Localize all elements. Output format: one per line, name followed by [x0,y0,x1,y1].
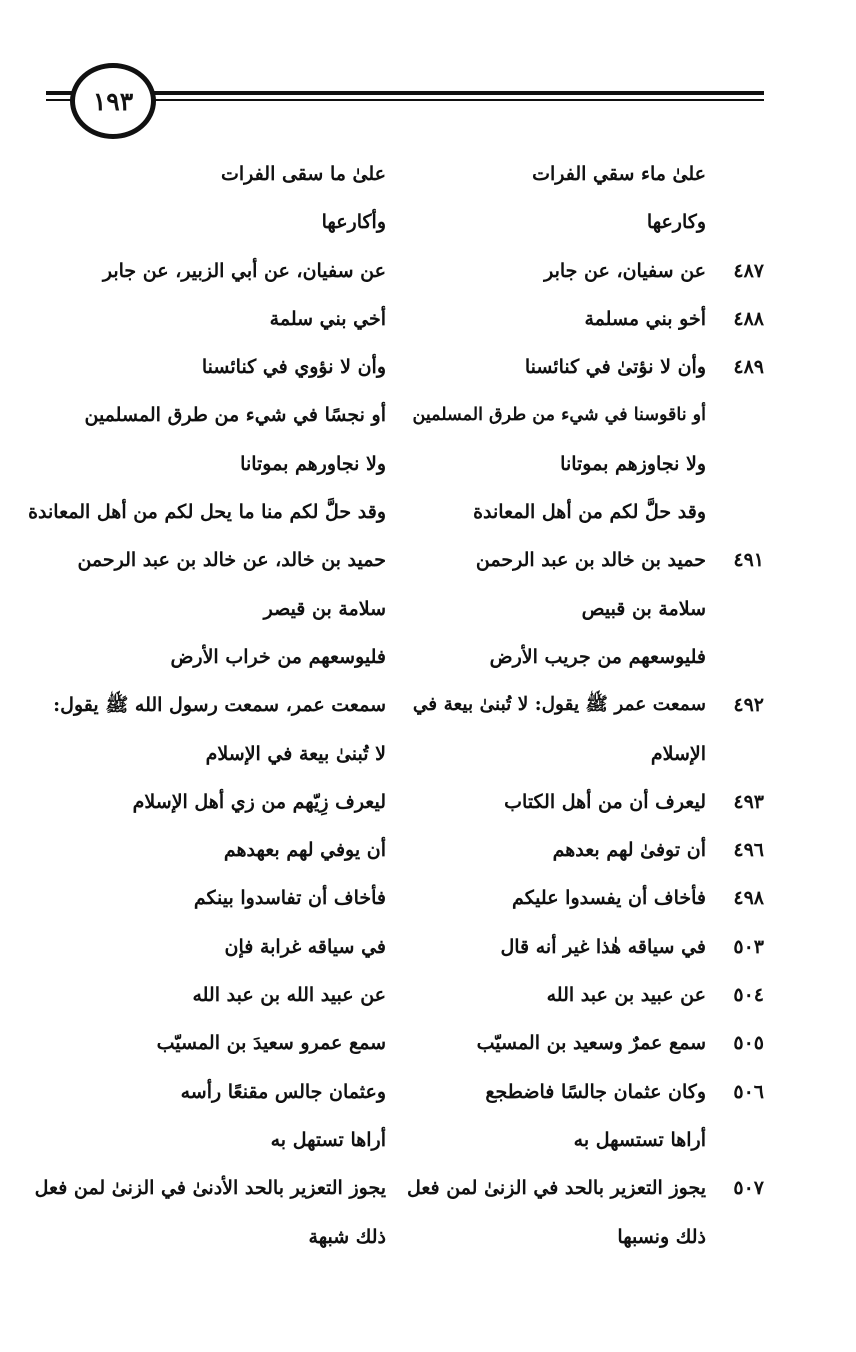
corrected-text: سمع عمرو سعيدَ بن المسيّب [156,1032,386,1055]
entry-number: ٤٩١ [733,549,764,572]
corrected-text: ليعرف زِيّهم من زي أهل الإسلام [132,790,386,813]
original-text: عن عبيد بن عبد الله [546,984,706,1007]
corrected-text: عن سفيان، عن أبي الزبير، عن جابر [102,259,386,282]
original-text: وكان عثمان جالسًا فاضطجع [485,1080,706,1103]
page-number: ١٩٣ [92,86,134,116]
table-row [0,1019,856,1067]
table-row [0,391,856,439]
table-row [0,778,856,826]
table-row [0,150,856,198]
table-row [0,1164,856,1212]
corrected-text: وقد حلَّ لكم منا ما يحل لكم من أهل المعاندة [28,501,386,524]
table-row [0,440,856,488]
table-row [0,681,856,729]
original-text: فأخاف أن يفسدوا عليكم [512,887,706,910]
original-text: أن توفىٰ لهم بعدهم [552,839,706,862]
original-text: وكارعها [646,211,706,234]
corrected-text: ولا نجاورهم بموتانا [240,452,386,475]
corrected-text: ذلك شبهة [308,1225,386,1248]
original-text: علىٰ ماء سقي الفرات [532,163,706,185]
original-text: سمع عمرٌ وسعيد بن المسيّب [476,1032,706,1055]
original-text: في سياقه هٰذا غير أنه قال [500,935,706,958]
entry-number: ٥٠٦ [733,1080,764,1103]
page-number-oval [70,63,156,139]
table-row [0,343,856,391]
original-text: أراها تستسهل به [573,1128,706,1151]
table-row [0,1213,856,1261]
original-text: الإسلام [650,742,706,765]
table-row [0,488,856,536]
original-text: سمعت عمر ﷺ يقول: لا تُبنىٰ بيعة في [412,694,706,716]
original-text: حميد بن خالد بن عبد الرحمن [475,549,706,572]
entry-number: ٤٩٨ [733,887,764,910]
corrected-text: حميد بن خالد، عن خالد بن عبد الرحمن [77,549,386,572]
original-text: فليوسعهم من جريب الأرض [489,645,706,668]
table-row [0,923,856,971]
corrected-text: في سياقه غرابة فإن [224,935,386,958]
corrected-text: لا تُبنىٰ بيعة في الإسلام [205,742,386,765]
corrected-text: أن يوفي لهم بعهدهم [223,839,386,862]
entry-number: ٥٠٣ [733,935,764,958]
table-row [0,730,856,778]
entry-number: ٤٨٨ [733,307,764,330]
corrected-text: يجوز التعزير بالحد الأدنىٰ في الزنىٰ لمن فعل [34,1177,386,1200]
original-text: سلامة بن قبيص [581,597,706,620]
original-text: ذلك ونسبها [617,1225,706,1248]
corrected-text: سلامة بن قيصر [263,597,386,620]
entry-number: ٤٩٣ [733,790,764,813]
table-row [0,198,856,246]
corrected-text: أراها تستهل به [270,1128,386,1151]
table-row [0,536,856,584]
table-row [0,295,856,343]
table-row [0,633,856,681]
corrected-text: فأخاف أن تفاسدوا بينكم [193,887,386,910]
original-text: وأن لا نؤتىٰ في كنائسنا [524,356,706,379]
table-row [0,971,856,1019]
table-row [0,1068,856,1116]
original-text: أخو بني مسلمة [584,307,706,330]
entry-number: ٤٩٢ [733,694,764,717]
corrected-text: وأن لا نؤوي في كنائسنا [201,356,386,379]
table-row [0,826,856,874]
errata-table [0,150,856,1261]
corrected-text: سمعت عمر، سمعت رسول الله ﷺ يقول: [53,694,386,717]
corrected-text: أو نجسًا في شيء من طرق المسلمين [84,404,386,427]
corrected-text: عن عبيد الله بن عبد الله [192,984,386,1007]
page-header [0,55,856,145]
corrected-text: وأكارعها [321,211,386,234]
table-row [0,247,856,295]
corrected-text: علىٰ ما سقى الفرات [221,163,386,185]
table-row [0,1116,856,1164]
original-text: يجوز التعزير بالحد في الزنىٰ لمن فعل [406,1177,706,1200]
original-text: أو ناقوسنا في شيء من طرق المسلمين [412,405,706,426]
entry-number: ٤٨٧ [733,259,764,282]
entry-number: ٥٠٧ [733,1177,764,1200]
table-row [0,874,856,922]
table-row [0,585,856,633]
original-text: ولا نجاوزهم بموتانا [560,452,706,475]
entry-number: ٥٠٥ [733,1032,764,1055]
entry-number: ٤٩٦ [733,839,764,862]
corrected-text: فليوسعهم من خراب الأرض [170,645,386,668]
original-text: وقد حلَّ لكم من أهل المعاندة [473,501,706,524]
original-text: عن سفيان، عن جابر [544,259,706,282]
original-text: ليعرف أن من أهل الكتاب [504,790,706,813]
entry-number: ٥٠٤ [733,984,764,1007]
corrected-text: وعثمان جالس مقنعًا رأسه [180,1080,386,1103]
corrected-text: أخي بني سلمة [269,307,386,330]
entry-number: ٤٨٩ [733,356,764,379]
